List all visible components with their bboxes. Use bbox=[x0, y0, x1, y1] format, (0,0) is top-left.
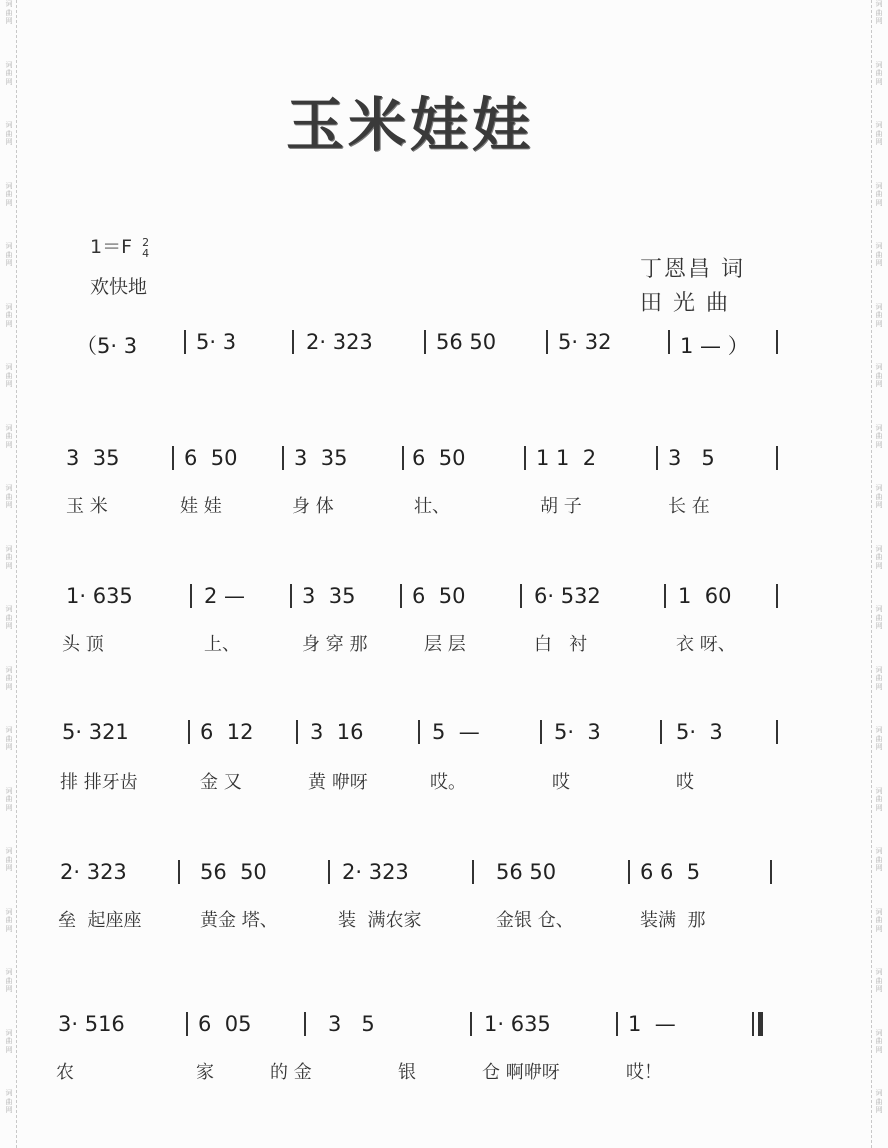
measure: 1 — ） bbox=[680, 334, 749, 358]
measure: 56 50 bbox=[436, 330, 497, 354]
bar-line bbox=[186, 1012, 188, 1036]
bar-line bbox=[304, 1012, 306, 1036]
lyric: 白 衬 bbox=[534, 634, 588, 655]
bar-line bbox=[190, 584, 192, 608]
measure: 3 5 bbox=[328, 1012, 375, 1036]
bar-line bbox=[628, 860, 630, 884]
watermark-mark: 词 曲 网 bbox=[875, 968, 883, 993]
watermark-mark: 词 曲 网 bbox=[875, 1028, 883, 1054]
watermark-mark: 词 曲 网 bbox=[5, 121, 13, 146]
lyric: 哎。 bbox=[430, 772, 466, 793]
tempo-marking: 欢快地 bbox=[90, 276, 148, 298]
lyric: 头 顶 bbox=[62, 634, 104, 655]
watermark-mark: 词 曲 网 bbox=[5, 1089, 13, 1114]
watermark-mark: 词 曲 网 bbox=[5, 1028, 13, 1054]
lyric: 垒 起座座 bbox=[58, 910, 142, 931]
watermark-mark: 词 曲 网 bbox=[5, 605, 13, 630]
watermark-mark: 词 曲 网 bbox=[875, 242, 883, 267]
watermark-mark: 词 曲 网 bbox=[5, 786, 13, 812]
bar-line bbox=[400, 584, 402, 608]
bar-line bbox=[660, 720, 662, 744]
lyric: 黄 咿呀 bbox=[308, 772, 368, 793]
lyric: 金银 仓、 bbox=[496, 910, 574, 931]
measure: 2 — bbox=[204, 584, 246, 608]
measure: 2· 323 bbox=[60, 860, 127, 884]
measure: 5· 32 bbox=[558, 330, 612, 354]
measure: 56 50 bbox=[496, 860, 557, 884]
measure: 6 50 bbox=[412, 446, 466, 470]
watermark-mark: 词 曲 网 bbox=[875, 544, 883, 570]
watermark-mark: 词 曲 网 bbox=[875, 1089, 883, 1114]
key-signature bbox=[90, 232, 149, 259]
measure: 1 1 2 bbox=[536, 446, 597, 470]
watermark-mark: 词 曲 网 bbox=[5, 302, 13, 328]
watermark-mark: 词 曲 网 bbox=[875, 363, 883, 388]
measure: 5· 321 bbox=[62, 720, 129, 744]
lyric: 装满 那 bbox=[640, 910, 706, 931]
composer-credit: 田 光 曲 bbox=[640, 291, 730, 316]
lyric: 身 体 bbox=[292, 496, 334, 517]
bar-line bbox=[656, 446, 658, 470]
bar-line bbox=[470, 1012, 472, 1036]
bar-line bbox=[664, 584, 666, 608]
watermark-mark: 词 曲 网 bbox=[875, 907, 883, 933]
bar-line bbox=[178, 860, 180, 884]
bar-line bbox=[776, 720, 778, 744]
watermark-mark: 词 曲 网 bbox=[5, 726, 13, 751]
watermark-mark: 词 曲 网 bbox=[5, 907, 13, 933]
measure: 3 5 bbox=[668, 446, 715, 470]
measure: 5· 3 bbox=[554, 720, 601, 744]
measure: 5· 3 bbox=[196, 330, 237, 354]
measure: 3 35 bbox=[66, 446, 120, 470]
bar-line bbox=[184, 330, 186, 354]
lyric: 黄金 塔、 bbox=[200, 910, 278, 931]
measure: 6 50 bbox=[412, 584, 466, 608]
watermark-mark: 词 曲 网 bbox=[5, 544, 13, 570]
measure: （5· 3 bbox=[76, 334, 138, 358]
measure: 6 6 5 bbox=[640, 860, 701, 884]
watermark-mark: 词 曲 网 bbox=[875, 302, 883, 328]
lyric: 金 又 bbox=[200, 772, 242, 793]
bar-line bbox=[520, 584, 522, 608]
lyric: 家 bbox=[196, 1062, 214, 1083]
meter-top: 2 bbox=[142, 235, 150, 249]
lyric: 哎 bbox=[552, 772, 570, 793]
measure: 56 50 bbox=[200, 860, 267, 884]
measure: 1· 635 bbox=[484, 1012, 551, 1036]
watermark-mark: 词 曲 网 bbox=[5, 0, 13, 25]
watermark-mark: 词 曲 网 bbox=[875, 665, 883, 691]
lyric: 银 bbox=[398, 1062, 416, 1083]
bar-line bbox=[668, 330, 670, 354]
watermark-mark: 词 曲 网 bbox=[875, 786, 883, 812]
watermark-mark: 词 曲 网 bbox=[875, 0, 883, 25]
watermark-mark: 词 曲 网 bbox=[5, 363, 13, 388]
measure: 3 35 bbox=[294, 446, 348, 470]
measure: 5· 3 bbox=[676, 720, 723, 744]
measure: 6 12 bbox=[200, 720, 254, 744]
measure: 1· 635 bbox=[66, 584, 133, 608]
lyric: 壮、 bbox=[414, 496, 450, 517]
measure: 1 — bbox=[628, 1012, 676, 1036]
watermark-mark: 词 曲 网 bbox=[875, 121, 883, 146]
measure: 6 50 bbox=[184, 446, 238, 470]
measure: 1 60 bbox=[678, 584, 732, 608]
bar-line bbox=[776, 584, 778, 608]
watermark-mark: 词 曲 网 bbox=[5, 242, 13, 267]
final-bar-line bbox=[758, 1012, 763, 1036]
bar-line bbox=[752, 1012, 754, 1036]
watermark-mark: 词 曲 网 bbox=[5, 181, 13, 207]
bar-line bbox=[290, 584, 292, 608]
bar-line bbox=[424, 330, 426, 354]
measure: 5 — bbox=[432, 720, 480, 744]
lyricist-credit: 丁恩昌 词 bbox=[640, 257, 745, 282]
bar-line bbox=[296, 720, 298, 744]
measure: 3 35 bbox=[302, 584, 356, 608]
watermark-mark: 词 曲 网 bbox=[875, 726, 883, 751]
bar-line bbox=[188, 720, 190, 744]
bar-line bbox=[776, 446, 778, 470]
lyric: 农 bbox=[56, 1062, 74, 1083]
bar-line bbox=[418, 720, 420, 744]
watermark-strip-right bbox=[871, 0, 886, 1148]
lyric: 的 金 bbox=[270, 1062, 312, 1083]
time-signature bbox=[142, 237, 149, 259]
lyric: 长 在 bbox=[668, 496, 710, 517]
bar-line bbox=[540, 720, 542, 744]
watermark-mark: 词 曲 网 bbox=[875, 847, 883, 872]
watermark-mark: 词 曲 网 bbox=[875, 484, 883, 509]
lyric: 玉 米 bbox=[66, 496, 108, 517]
lyric: 上、 bbox=[204, 634, 240, 655]
lyric: 装 满农家 bbox=[338, 910, 422, 931]
lyric: 身 穿 那 bbox=[302, 634, 368, 655]
lyric: 仓 啊咿呀 bbox=[482, 1062, 560, 1083]
bar-line bbox=[776, 330, 778, 354]
meter-bottom: 4 bbox=[142, 246, 150, 260]
measure: 6· 532 bbox=[534, 584, 601, 608]
bar-line bbox=[328, 860, 330, 884]
measure: 2· 323 bbox=[306, 330, 373, 354]
bar-line bbox=[770, 860, 772, 884]
watermark-mark: 词 曲 网 bbox=[5, 423, 13, 449]
watermark-mark: 词 曲 网 bbox=[875, 181, 883, 207]
watermark-mark: 词 曲 网 bbox=[5, 484, 13, 509]
lyric: 胡 子 bbox=[540, 496, 582, 517]
bar-line bbox=[472, 860, 474, 884]
measure: 3· 516 bbox=[58, 1012, 125, 1036]
watermark-mark: 词 曲 网 bbox=[5, 665, 13, 691]
bar-line bbox=[524, 446, 526, 470]
bar-line bbox=[402, 446, 404, 470]
watermark-mark: 词 曲 网 bbox=[875, 60, 883, 86]
watermark-mark: 词 曲 网 bbox=[5, 847, 13, 872]
bar-line bbox=[282, 446, 284, 470]
measure: 2· 323 bbox=[342, 860, 409, 884]
lyric: 层 层 bbox=[424, 634, 466, 655]
bar-line bbox=[546, 330, 548, 354]
measure: 6 05 bbox=[198, 1012, 252, 1036]
key-label: 1＝F bbox=[90, 236, 133, 258]
watermark-strip-left bbox=[2, 0, 17, 1148]
lyric: 娃 娃 bbox=[180, 496, 222, 517]
watermark-mark: 词 曲 网 bbox=[875, 423, 883, 449]
watermark-mark: 词 曲 网 bbox=[875, 605, 883, 630]
watermark-mark: 词 曲 网 bbox=[5, 968, 13, 993]
lyric: 排 排牙齿 bbox=[60, 772, 138, 793]
lyric: 衣 呀、 bbox=[676, 634, 736, 655]
song-title: 玉米娃娃 bbox=[285, 91, 534, 159]
bar-line bbox=[172, 446, 174, 470]
lyric: 哎 bbox=[676, 772, 694, 793]
watermark-mark: 词 曲 网 bbox=[5, 60, 13, 86]
lyric: 哎！ bbox=[626, 1062, 662, 1083]
measure: 3 16 bbox=[310, 720, 364, 744]
bar-line bbox=[292, 330, 294, 354]
bar-line bbox=[616, 1012, 618, 1036]
